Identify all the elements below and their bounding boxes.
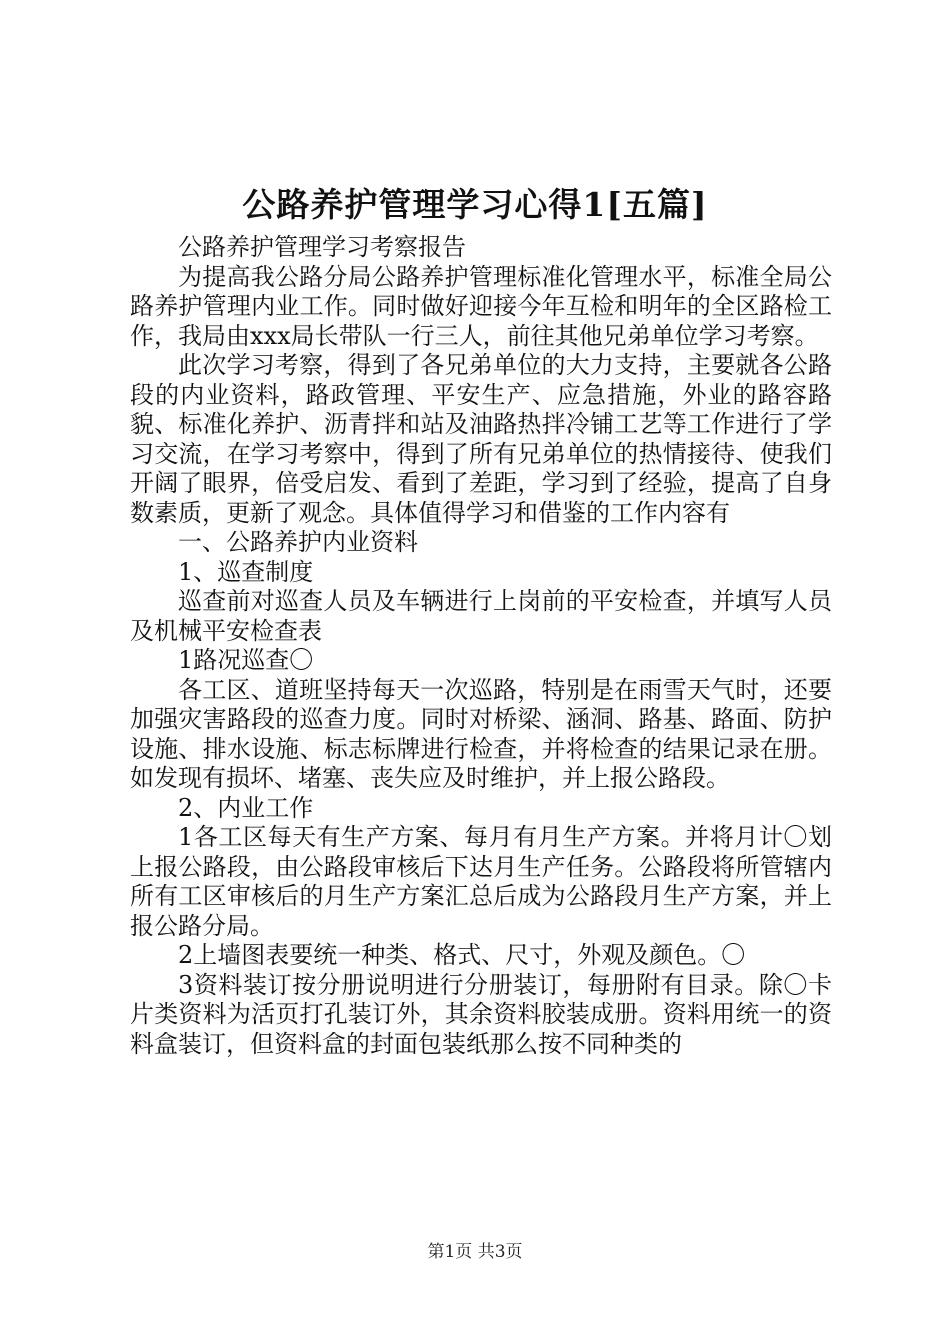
list-item: 2上墙图表要统一种类、格式、尺寸，外观及颜色。〇 xyxy=(178,941,746,969)
paragraph: 巡查前对巡查人员及车辆进行上岗前的平安检查，并填写人员及机械平安检查表 xyxy=(130,587,832,645)
page-footer: 第1页 共3页 xyxy=(427,1242,523,1262)
paragraph: 各工区、道班坚持每天一次巡路，特别是在雨雪天气时，还要加强灾害路段的巡查力度。同时对桥梁、涵洞、路基、路面、防护设施、排水设施、标志标牌进行检查，并将检查的结果记录在册。如发现有损坏、堵塞、丧失应及时维护，并上报公路段。 xyxy=(130,675,832,792)
list-item: 3资料装订按分册说明进行分册装订，每册附有目录。除〇卡片类资料为活页打孔装订外，其余资料胶装成册。资料用统一的资料盒装订，但资料盒的封面包装纸那么按不同种类的 xyxy=(130,970,832,1058)
document-title: 公路养护管理学习心得1[五篇] xyxy=(242,185,708,224)
paragraph: 此次学习考察，得到了各兄弟单位的大力支持，主要就各公路段的内业资料，路政管理、平安生产、应急措施，外业的路容路貌、标准化养护、沥青拌和站及油路热拌冷铺工艺等工作进行了学习交流，在学习考察中，得到了所有兄弟单位的热情接待、使我们开阔了眼界，倍受启发、看到了差距，学习到了经验，提高了自身数素质，更新了观念。具体值得学习和借鉴的工作内容有 xyxy=(130,351,832,527)
subsection-heading: 2、内业工作 xyxy=(178,793,314,822)
section-heading: 一、公路养护内业资料 xyxy=(178,528,418,556)
paragraph: 为提高我公路分局公路养护管理标准化管理水平，标准全局公路养护管理内业工作。同时做好迎接今年互检和明年的全区路检工作，我局由xxx局长带队一行三人，前往其他兄弟单位学习考察。 xyxy=(130,262,832,350)
list-item: 1各工区每天有生产方案、每月有月生产方案。并将月计〇划上报公路段，由公路段审核后下达月生产任务。公路段将所管辖内所有工区审核后的月生产方案汇总后成为公路段月生产方案，并上报公路分局。 xyxy=(130,823,832,940)
document-body xyxy=(130,233,832,1059)
list-item: 1路况巡查〇 xyxy=(178,646,314,674)
paragraph-report-title: 公路养护管理学习考察报告 xyxy=(178,233,466,261)
subsection-heading: 1、巡查制度 xyxy=(178,557,314,586)
